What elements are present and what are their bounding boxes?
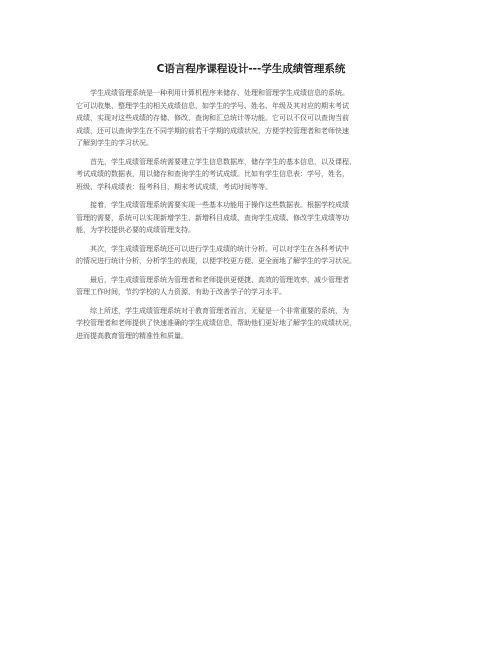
document-body [76,87,426,348]
paragraph-functions [76,199,426,237]
paragraph-efficiency [76,274,426,299]
paragraph-conclusion [76,305,426,343]
paragraph-database [76,156,426,194]
paragraph-line: 管理的需要，系统可以实现新增学生、新增科目成绩、查询学生成绩、修改学生成绩等功 [76,213,349,222]
paragraph-line: 进而提高教育管理的精准性和质量。 [76,331,188,340]
paragraph-line: 学生成绩管理系统是一种利用计算机程序来储存、处理和管理学生成绩信息的系统。 [90,89,349,97]
paragraph-line: 能，为学校提供必要的成绩管理支持。 [76,226,195,234]
paragraph-line: 接着，学生成绩管理系统需要实现一些基本功能用于操作这些数据表。根据学校成绩 [90,201,349,209]
paragraph-line: 管理工作时间，节约学校的人力资源，有助于改善学子的学习水平。 [76,288,286,296]
paragraph-line: 学校管理者和老师提供了快速准确的学生成绩信息，帮助他们更好地了解学生的成绩状况， [76,319,356,327]
paragraph-line: 成绩，还可以查询学生在不同学期的前若干学期的成绩状况，方便学校管理者和老师快速 [76,126,349,135]
paragraph-statistics [76,243,426,268]
paragraph-line: 考试成绩的数据表，用以储存和查询学生的考试成绩。比如有学生信息表：学号，姓名， [76,170,349,178]
paragraph-line: 综上所述，学生成绩管理系统对于教育管理者而言，无疑是一个非常重要的系统，为 [90,306,349,315]
paragraph-line: 它可以收集、整理学生的相关成绩信息，如学生的学号、姓名、年级及其对应的期末考试 [76,101,349,110]
paragraph-line: 班级、学科成绩表：报考科目，期末考试成绩，考试时间等等。 [76,182,272,191]
paragraph-line: 成绩，实现对这些成绩的存储、修改、查询和汇总统计等功能。它可以不仅可以查询当前 [76,114,349,122]
paragraph-intro [76,87,426,150]
paragraph-line: 的情况进行统计分析，分析学生的表现，以便学校更方便、更全面地了解学生的学习状况。 [76,257,356,265]
paragraph-line: 最后，学生成绩管理系统为管理者和老师提供更便捷、高效的管理效率，减少管理者 [90,275,349,284]
document-title: C语言程序课程设计---学生成绩管理系统 [156,63,346,75]
paragraph-line: 其次，学生成绩管理系统还可以进行学生成绩的统计分析。可以对学生在各科考试中 [90,244,349,253]
paragraph-line: 了解到学生的学习状况。 [76,139,153,147]
paragraph-line: 首先，学生成绩管理系统需要建立学生信息数据库，储存学生的基本信息，以及课程、 [90,157,356,166]
